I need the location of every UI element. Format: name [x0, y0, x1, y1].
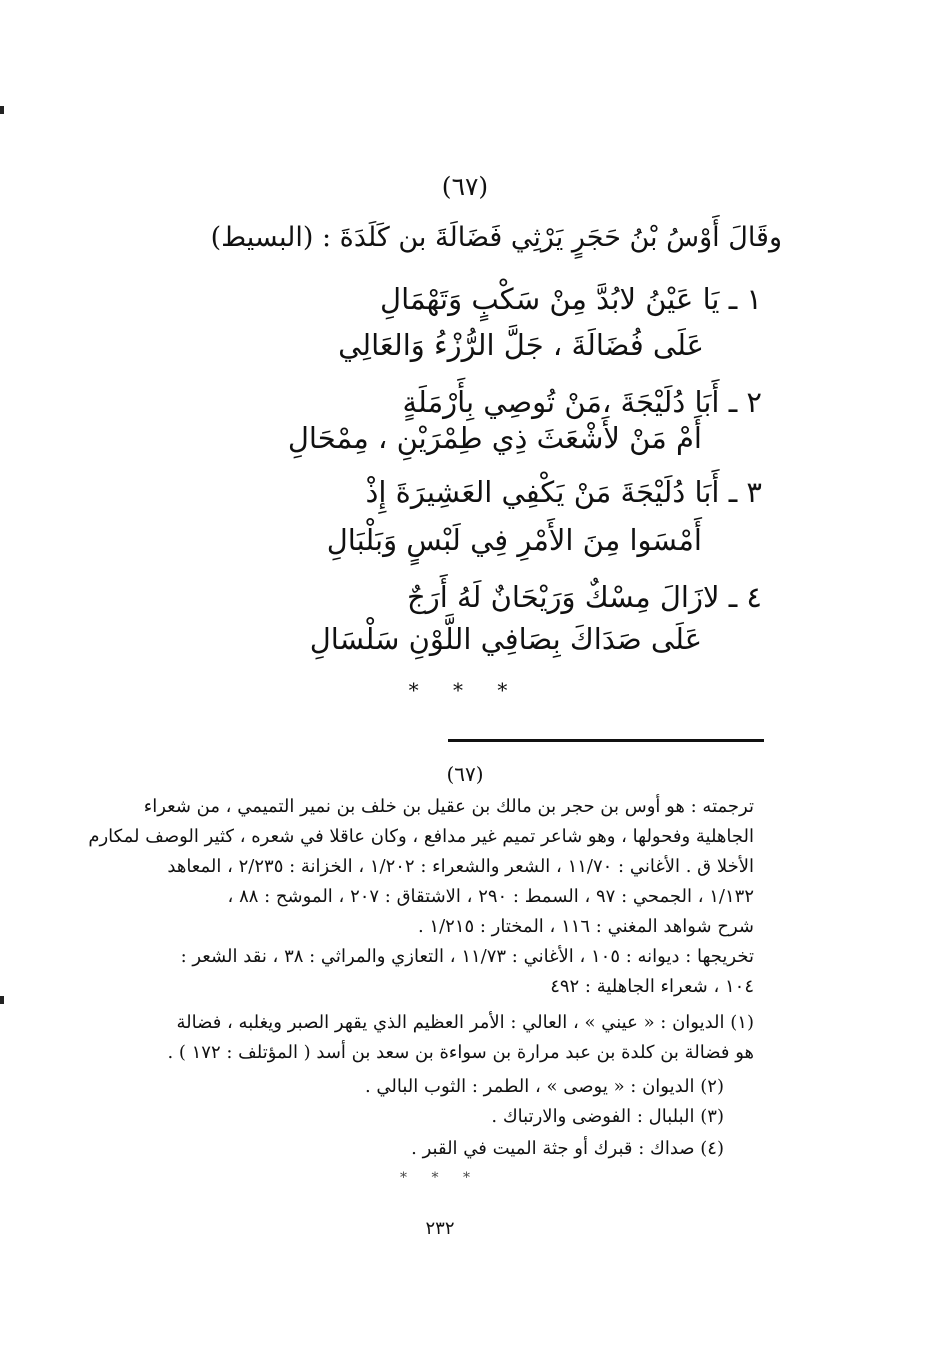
- footnote-line: (١) الديوان : « عيني » ، العالي : الأمر العظيم الذي يقهر الصبر ويغلبه ، فضالة: [176, 1012, 754, 1033]
- verse-4-first-hemistich: ٤ ـ لازَالَ مِسْكٌ وَرَيْحَانٌ لَهُ أَرَجٌ: [407, 580, 762, 614]
- verse-3-first-hemistich: ٣ ـ أَبَا دُلَيْجَةَ مَنْ يَكْفِي العَشِيرَةَ إِذْ: [365, 475, 762, 509]
- footnote-line: تخريجها : ديوانه : ١٠٥ ، الأغاني : ١١/٧٣ ، التعازي والمراثي : ٣٨ ، نقد الشعر :: [180, 946, 754, 967]
- verse-4-second-hemistich: عَلَى صَدَاكَ بِصَافِي اللَّوْنِ سَلْسَالِ: [309, 622, 702, 656]
- poem-number: (٦٧): [441, 172, 489, 201]
- poem-intro: وقَالَ أَوْسُ بْنُ حَجَرٍ يَرْثِي فَضَالَةَ بن كَلَدَةَ : (البسيط): [210, 222, 782, 253]
- verse-2-second-hemistich: أَمْ مَنْ لأَشْعَثَ ذِي طِمْرَيْنِ ، مِمْحَالِ: [287, 421, 702, 455]
- page-number: ٢٣٢: [425, 1218, 455, 1239]
- footnote-number: (٦٧): [446, 762, 484, 786]
- verse-1-second-hemistich: عَلَى فُضَالَةَ ، جَلَّ الرُّزْءُ وَالعَالِي: [338, 328, 704, 362]
- footnote-line: ترجمته : هو أوس بن حجر بن مالك بن عقيل بن خلف بن نمير التميمي ، من شعراء: [143, 796, 754, 817]
- scan-edge-mark: [0, 996, 4, 1004]
- verse-2-first-hemistich: ٢ ـ أَبَا دُلَيْجَةَ ،مَنْ تُوصِي بِأَرْمَلَةٍ: [402, 385, 762, 419]
- footnote-line: (٤) صداك : قبرك أو جثة الميت في القبر .: [411, 1138, 724, 1159]
- footnote-line: الأخلا ق . الأغاني : ١١/٧٠ ، الشعر والشعراء : ١/٢٠٢ ، الخزانة : ٢/٢٣٥ ، المعاهد: [167, 856, 754, 877]
- footnote-line: (٣) البلبال : الفوضى والارتباك .: [491, 1106, 724, 1127]
- footnote-rule: [448, 739, 764, 742]
- footnote-line: شرح شواهد المغني : ١١٦ ، المختار : ١/٢١٥ .: [417, 916, 754, 937]
- footnote-line: ١٠٤ ، شعراء الجاهلية : ٤٩٢: [550, 976, 754, 997]
- footnote-line: الجاهلية وفحولها ، وهو شاعر تميم غير مدافع ، وكان عاقلا في شعره ، كثير الوصف لمكارم: [88, 826, 754, 847]
- footnote-line: هو فضالة بن كلدة بن عبد مرارة بن سواءة بن سعد بن أسد ( المؤتلف : ١٧٢ ) .: [167, 1042, 754, 1063]
- footnote-line: ١/١٣٢ ، الجمحي : ٩٧ ، السمط : ٢٩٠ ، الاشتقاق : ٢٠٧ ، الموشح : ٨٨ ،: [227, 886, 754, 907]
- section-separator: * * *: [408, 678, 522, 702]
- verse-1-first-hemistich: ١ ـ يَا عَيْنُ لابُدَّ مِنْ سَكْبٍ وَتَهْمَالِ: [380, 282, 762, 316]
- scan-edge-mark: [0, 106, 4, 114]
- verse-3-second-hemistich: أَمْسَوا مِنَ الأَمْرِ فِي لَبْسٍ وَبَلْبَالِ: [326, 523, 702, 557]
- footnote-line: (٢) الديوان : « يوصى » ، الطمر : الثوب البالي .: [364, 1076, 724, 1097]
- footnote-end-separator: * * *: [400, 1170, 480, 1186]
